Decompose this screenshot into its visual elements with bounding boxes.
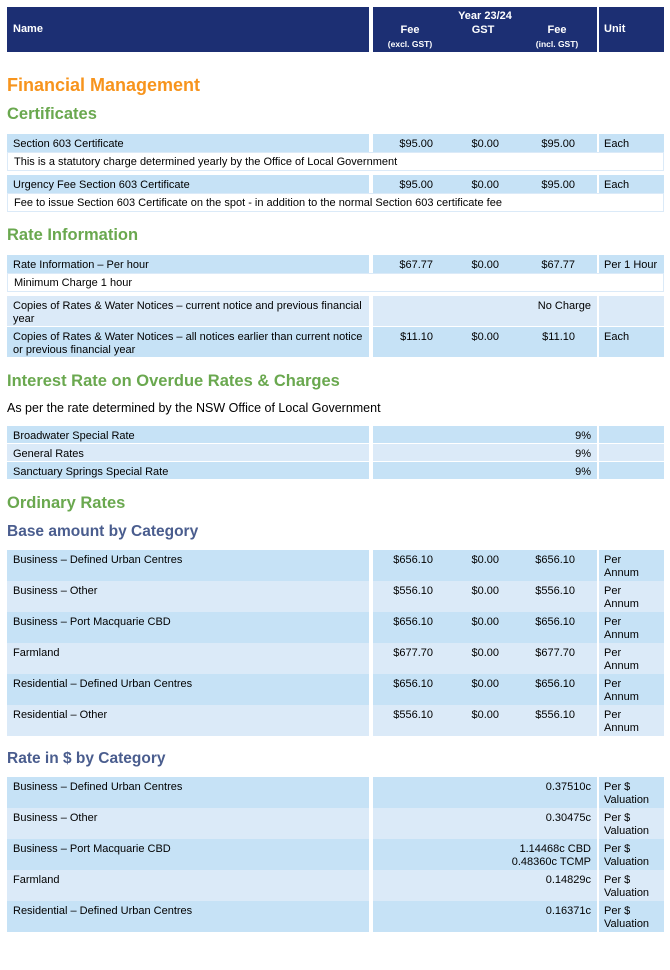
row-fees [373,175,597,193]
row-name: Business – Other [7,808,369,839]
row-value-cell [373,839,597,870]
unit-line-2: Valuation [604,794,650,806]
rate-value [546,874,591,887]
row-value-cell [373,808,597,839]
row-name: Sanctuary Springs Special Rate [7,462,369,479]
unit-line-2: Valuation [604,887,650,899]
row-unit [599,550,664,581]
rate-value-line-1: 0.16371c [545,905,591,917]
table-row [7,426,664,443]
gst: $0.00 [471,179,499,191]
fee-excl: $656.10 [393,678,433,690]
table-row [7,550,664,581]
interest-description: As per the rate determined by the NSW Office of Local Government [7,401,381,415]
header-fee-incl-sub: (incl. GST) [535,39,579,49]
fee-incl: $95.00 [541,179,575,191]
table-row [7,808,664,839]
row-unit [599,643,664,674]
row-fees [373,327,597,357]
row-unit [599,581,664,612]
header-year: Year 23/24 [458,10,512,22]
row-value-cell [373,777,597,808]
gst: $0.00 [471,678,499,690]
row-unit [599,612,664,643]
fee-incl: $556.10 [535,585,575,597]
row-fees [373,550,597,581]
table-row [7,444,664,461]
rate-value [512,843,591,869]
row-fees [373,255,597,273]
unit-line-2: Annum [604,629,639,641]
unit-line-1: Per [604,585,622,597]
fee-excl: $656.10 [393,554,433,566]
row-fees [373,643,597,674]
header-fee-excl-sub: (excl. GST) [387,39,433,49]
unit-line-2: Valuation [604,918,650,930]
unit-line-2: Valuation [604,825,650,837]
unit-line-2: Annum [604,598,639,610]
unit-line-2: Annum [604,691,639,703]
no-charge-value: No Charge [537,300,591,312]
table-row [7,674,664,705]
row-value-cell [373,901,597,932]
gst: $0.00 [471,138,499,150]
unit-line-1: Per $ [604,781,631,793]
row-unit: Each [599,134,664,152]
rate-value [546,812,591,825]
unit-line-1: Per [604,678,622,690]
ordinary-rates-heading: Ordinary Rates [7,494,126,512]
rate-value: 9% [575,448,591,460]
row-unit: Each [599,175,664,193]
rate-value: 9% [575,466,591,478]
row-value-cell [373,462,597,479]
fee-incl: $67.77 [541,259,575,271]
row-fees [373,296,597,326]
row-unit [599,839,664,870]
row-unit [599,901,664,932]
header-unit-cell [599,7,664,52]
row-name: Residential – Defined Urban Centres [7,901,369,932]
fee-excl: $11.10 [400,331,433,343]
row-name: Business – Other [7,581,369,612]
table-row [7,327,664,357]
row-name: Broadwater Special Rate [7,426,369,443]
table-row [7,175,664,193]
table-row [7,777,664,808]
row-value-cell [373,444,597,461]
row-name: Urgency Fee Section 603 Certificate [7,175,369,193]
rate-value [546,781,591,794]
row-note: Fee to issue Section 603 Certificate on the spot - in addition to the normal Section 603 certificate fee [7,193,664,212]
fee-excl: $95.00 [399,179,433,191]
unit-line-1: Per [604,616,622,628]
row-name: Rate Information – Per hour [7,255,369,273]
gst: $0.00 [471,259,499,271]
row-unit [599,705,664,736]
row-fees [373,134,597,152]
unit-line-1: Per [604,554,622,566]
gst: $0.00 [471,709,499,721]
fee-excl: $95.00 [399,138,433,150]
unit-line-1: Per [604,709,622,721]
fee-incl: $656.10 [535,678,575,690]
row-name: Farmland [7,643,369,674]
row-name: Copies of Rates & Water Notices – current notice and previous financial year [7,296,369,326]
fee-excl: $67.77 [399,259,433,271]
row-fees [373,674,597,705]
table-row [7,705,664,736]
row-name: Section 603 Certificate [7,134,369,152]
row-fees [373,705,597,736]
unit-line-2: Annum [604,722,639,734]
row-name: Business – Port Macquarie CBD [7,839,369,870]
rate-value-line-1: 0.30475c [545,812,591,824]
row-unit: Per 1 Hour [599,255,664,273]
fee-incl: $677.70 [535,647,575,659]
unit-line-2: Valuation [604,856,650,868]
rate-value-line-1: 0.14829c [545,874,591,886]
unit-line-2: Annum [604,567,639,579]
gst: $0.00 [471,616,499,628]
header-fee-incl: Fee [547,24,567,36]
fee-excl: $656.10 [393,616,433,628]
base-amount-heading: Base amount by Category [7,523,199,540]
row-note: This is a statutory charge determined yearly by the Office of Local Government [7,152,664,171]
gst: $0.00 [471,554,499,566]
unit-line-1: Per [604,647,622,659]
rate-information-heading: Rate Information [7,226,139,244]
fee-incl: $556.10 [535,709,575,721]
row-unit: Each [599,327,664,357]
fee-excl: $677.70 [393,647,433,659]
fee-incl: $656.10 [535,616,575,628]
row-fees [373,612,597,643]
gst: $0.00 [471,647,499,659]
gst: $0.00 [471,331,499,343]
row-name: General Rates [7,444,369,461]
fee-incl: $656.10 [535,554,575,566]
page-title: Financial Management [7,75,201,95]
row-name: Residential – Other [7,705,369,736]
table-row [7,462,664,479]
row-name: Business – Port Macquarie CBD [7,612,369,643]
certificates-heading: Certificates [7,105,97,123]
row-unit [599,777,664,808]
rate-by-category-heading: Rate in $ by Category [7,750,166,767]
row-value-cell [373,426,597,443]
table-row [7,255,664,273]
row-name: Copies of Rates & Water Notices – all notices earlier than current notice or previous financial year [7,327,369,357]
rate-value: 9% [575,430,591,442]
row-unit [599,444,664,461]
fee-incl: $95.00 [541,138,575,150]
unit-line-1: Per $ [604,874,631,886]
header-unit: Unit [604,23,626,35]
unit-line-1: Per $ [604,843,631,855]
row-name: Business – Defined Urban Centres [7,777,369,808]
row-unit [599,462,664,479]
table-row [7,581,664,612]
row-unit [599,808,664,839]
row-name: Farmland [7,870,369,901]
table-row [7,901,664,932]
rate-value [546,905,591,918]
row-note: Minimum Charge 1 hour [7,273,664,292]
unit-line-1: Per $ [604,812,631,824]
unit-line-1: Per $ [604,905,631,917]
table-row [7,870,664,901]
header-gst: GST [471,24,495,36]
fee-excl: $556.10 [393,709,433,721]
interest-heading: Interest Rate on Overdue Rates & Charges [7,372,340,390]
header-fee-excl: Fee [400,24,420,36]
table-row [7,296,664,326]
row-unit [599,426,664,443]
table-row [7,134,664,152]
row-fees [373,581,597,612]
fee-excl: $556.10 [393,585,433,597]
row-name: Residential – Defined Urban Centres [7,674,369,705]
table-row [7,643,664,674]
gst: $0.00 [471,585,499,597]
row-unit [599,674,664,705]
unit-line-2: Annum [604,660,639,672]
header-fee-cell [373,7,597,52]
row-unit [599,296,664,326]
row-value-cell [373,870,597,901]
row-name: Business – Defined Urban Centres [7,550,369,581]
rate-value-line-2: 0.48360c TCMP [511,856,591,868]
table-row [7,612,664,643]
row-unit [599,870,664,901]
fee-incl: $11.10 [542,331,575,343]
rate-value-line-1: 1.14468c CBD [519,843,591,855]
header-name: Name [13,23,43,35]
table-row [7,839,664,870]
rate-value-line-1: 0.37510c [545,781,591,793]
header-name-cell [7,7,369,52]
